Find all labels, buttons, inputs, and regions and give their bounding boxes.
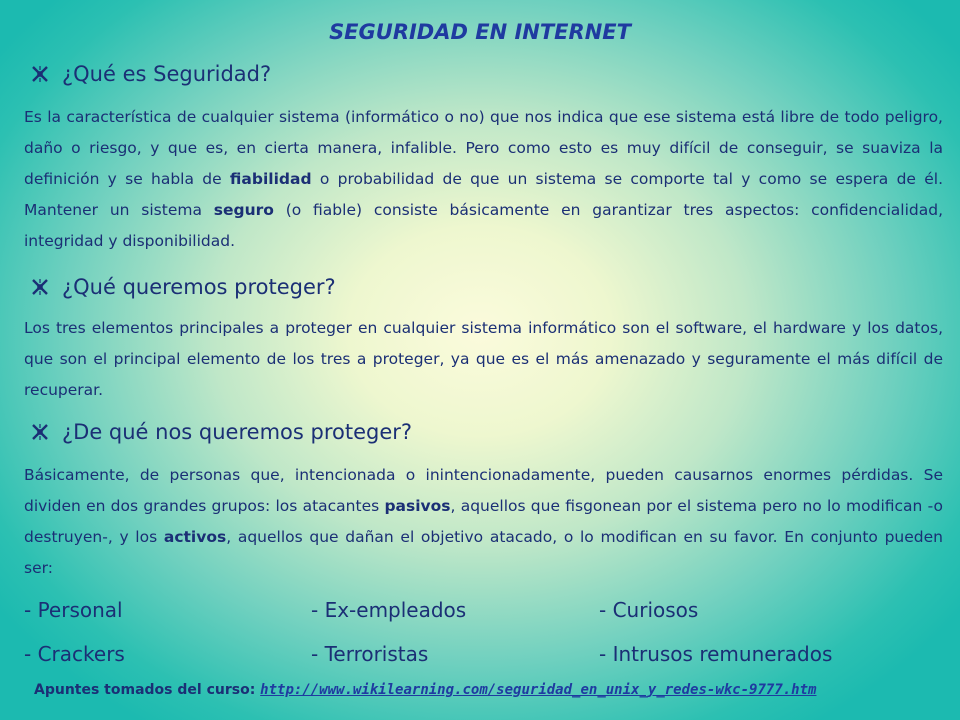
section-heading-protect-from [30,420,412,444]
section-heading-text: ¿Qué es Seguridad? [62,62,272,86]
list-item: - Curiosos [599,598,699,622]
section-heading-text: ¿De qué nos queremos proteger? [62,420,413,444]
paragraph-text: (o fiable) consiste básicamente en garantizar tres aspectos: confidencialidad, integridad y disponibilidad. [24,201,943,250]
bullet-cross-icon [30,277,50,297]
source-footer [34,682,816,698]
bold-term-fiabilidad: fiabilidad [229,170,312,188]
list-item: - Personal [24,598,123,622]
list-item: - Terroristas [311,642,429,666]
footer-label: Apuntes tomados del curso: [34,682,261,698]
bullet-cross-icon [30,64,50,84]
paragraph-text: o probabilidad de que un sistema se comporte tal y como se espera de él. Mantener un sistema [24,170,943,219]
paragraph-text: , aquellos que fisgonean por el sistema pero no lo modifican -o destruyen-, y los [24,497,943,546]
list-item: - Intrusos remunerados [599,642,833,666]
section-paragraph-what-to-protect [24,313,943,406]
section-paragraph-protect-from [24,460,943,584]
section-heading-what-to-protect [30,275,336,299]
paragraph-text: , aquellos que dañan el objetivo atacado, o lo modifican en su favor. En conjunto pueden ser: [24,528,943,577]
source-link[interactable]: http://www.wikilearning.com/seguridad_en_unix_y_redes-wkc-9777.htm [260,682,817,698]
list-item: - Ex-empleados [311,598,467,622]
paragraph-text: Básicamente, de personas que, intencionada o inintencionadamente, pueden causarnos enormes pérdidas. Se dividen en dos grandes grupos: los atacantes [24,466,943,515]
bold-term-pasivos: pasivos [384,497,451,515]
paragraph-text: Es la característica de cualquier sistema (informático o no) que nos indica que ese sistema está libre de todo peligro, daño o riesgo, y que es, en cierta manera, infalible. Pero como esto es muy difícil de conseguir, se suaviza la definición y se habla de [24,108,943,188]
bullet-cross-icon [30,422,50,442]
page-title: SEGURIDAD EN INTERNET [329,20,631,44]
section-paragraph-what-is-security [24,102,943,257]
list-item: - Crackers [24,642,125,666]
bold-term-activos: activos [163,528,227,546]
paragraph-text: Los tres elementos principales a proteger en cualquier sistema informático son el software, el hardware y los datos, que son el principal elemento de los tres a proteger, ya que es el más amenazado y seguramente el más difícil de recuperar. [24,319,943,399]
section-heading-what-is-security [30,62,271,86]
bold-term-seguro: seguro [213,201,274,219]
section-heading-text: ¿Qué queremos proteger? [62,275,336,299]
